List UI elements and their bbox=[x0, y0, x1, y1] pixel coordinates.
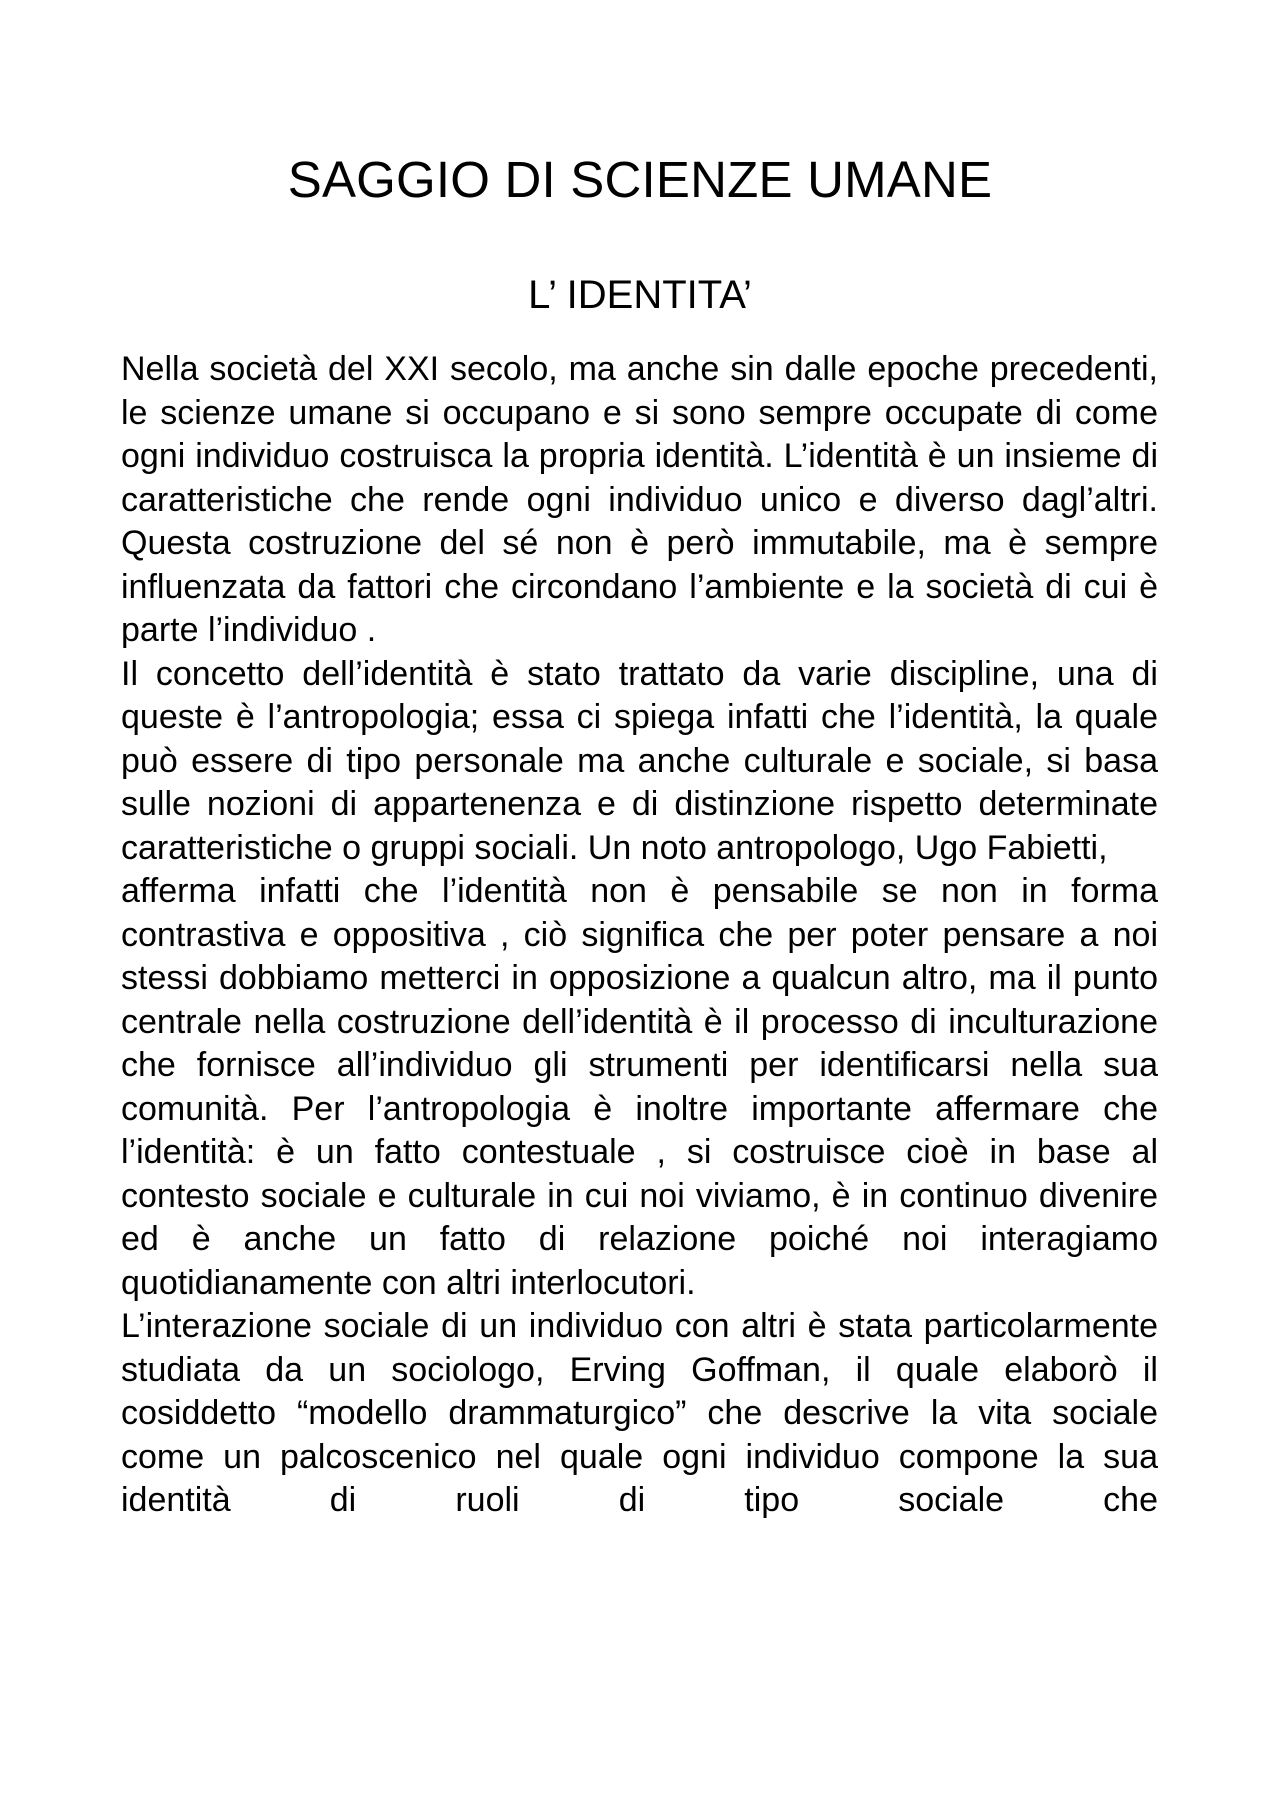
document-subtitle: L’ IDENTITA’ bbox=[528, 273, 752, 317]
document-title: SAGGIO DI SCIENZE UMANE bbox=[287, 151, 993, 208]
paragraph-3: afferma infatti che l’identità non è pensabile se non in forma contrastiva e oppositiva , ciò significa che per poter pensare a noi stessi dobbiamo metterci in opposizione a qualcun altro, ma il punto centrale nella costruzione dell’identità è il processo di inculturazione che fornisce all’individuo gli strumenti per identificarsi nella sua comunità. Per l’antropologia è inoltre importante affermare che l’identità: è un fatto contestuale , si costruisce cioè in base al contesto sociale e culturale in cui noi viviamo, è in continuo divenire ed è anche un fatto di relazione poiché noi interagiamo quotidianamente con altri interlocutori. bbox=[121, 872, 1158, 1302]
paragraph-4: L’interazione sociale di un individuo con altri è stata particolarmente studiata da un sociologo, Erving Goffman, il quale elaborò il cosiddetto “modello drammaturgico” che descrive la vita sociale come un palcoscenico nel quale ogni individuo compone la sua identità di ruoli di tipo sociale che bbox=[121, 1307, 1158, 1519]
paragraph-2: Il concetto dell’identità è stato trattato da varie discipline, una di queste è l’antropologia; essa ci spiega infatti che l’identità, la quale può essere di tipo personale ma anche culturale e sociale, si basa sulle nozioni di appartenenza e di distinzione rispetto determinate caratteristiche o gruppi sociali. Un noto antropologo, Ugo Fabietti, bbox=[121, 654, 1158, 867]
document-body bbox=[121, 348, 1158, 1523]
paragraph-1: Nella società del XXI secolo, ma anche sin dalle epoche precedenti, le scienze umane si occupano e si sono sempre occupate di come ogni individuo costruisca la propria identità. L’identità è un insieme di caratteristiche che rende ogni individuo unico e diverso dagl’altri. Questa costruzione del sé non è però immutabile, ma è sempre influenzata da fattori che circondano l’ambiente e la società di cui è parte l’individuo . bbox=[121, 350, 1158, 649]
